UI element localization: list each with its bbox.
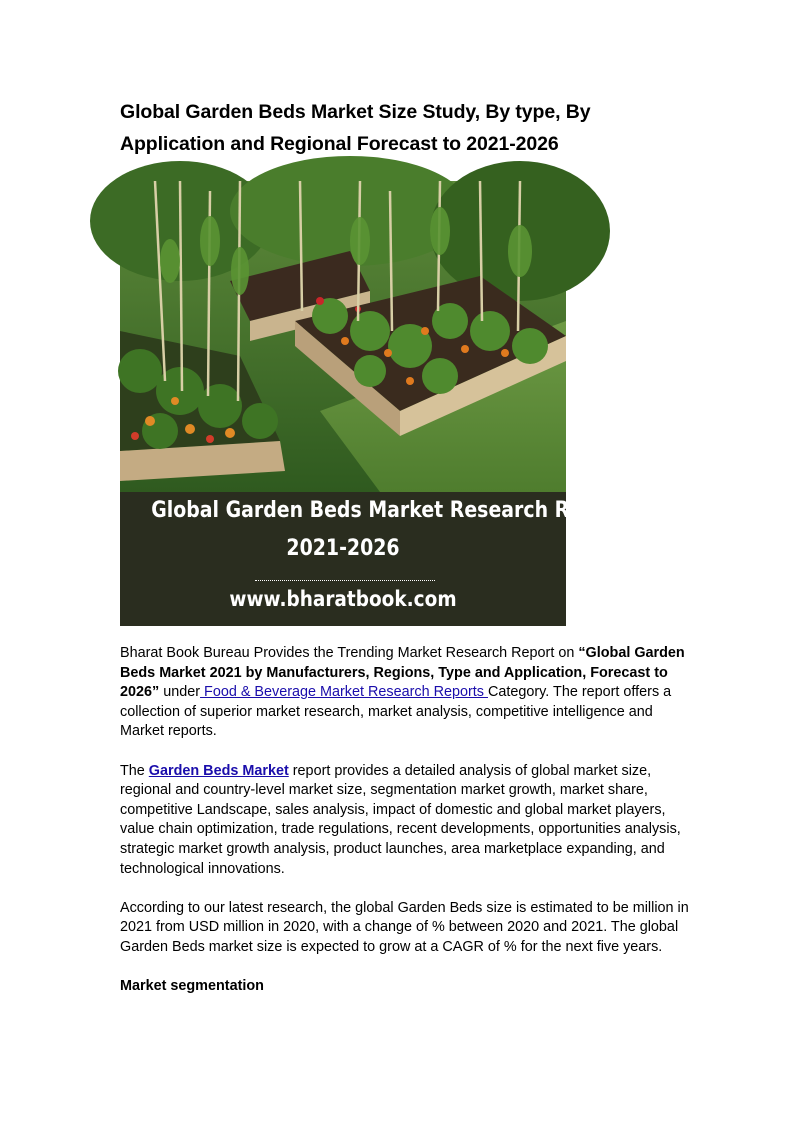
garden-beds-market-link[interactable]: Garden Beds Market: [148, 762, 289, 779]
market-segmentation-heading: Market segmentation: [120, 978, 264, 995]
under-text: under: [159, 684, 201, 701]
intro-rest-text: Category. The report offers a collection of superior market research, market analysis, competitive intelligence and Market reports.: [120, 684, 672, 740]
report-cover-image: [120, 181, 627, 626]
report-banner: [120, 492, 627, 626]
garden-beds-photo: [120, 181, 566, 492]
banner-title: Global Garden Beds Market Research Report: [151, 498, 627, 523]
banner-divider: [255, 580, 435, 581]
intro-paragraph: [120, 644, 690, 742]
banner-website: www.bharatbook.com: [229, 587, 457, 611]
research-paragraph: According to our latest research, the global Garden Beds size is estimated to be million in 2021 from USD million in 2020, with a change of % between 2020 and 2021. The global Garden Beds market size is expected to grow at a CAGR of % for the next five years.: [120, 899, 689, 955]
report-title-bold: “Global Garden Beds Market 2021 by Manufacturers, Regions, Type and Application, Forecast to 2026”: [120, 645, 685, 701]
analysis-rest-text: report provides a detailed analysis of global market size, regional and country-level market size, segmentation market growth, market share, competitive Landscape, sales analysis, impact of domestic and global market players, value chain optimization, trade regulations, recent developments, opportunities analysis, strategic market growth analysis, product launches, area marketplace expanding, and technological innovations.: [120, 762, 681, 877]
intro-text: Bharat Book Bureau Provides the Trending Market Research Report on: [120, 645, 579, 661]
document-page: [120, 96, 690, 997]
document-title: Global Garden Beds Market Size Study, By type, By Application and Regional Forecast to 2021-2026: [120, 101, 591, 155]
the-text: The: [120, 762, 149, 779]
food-beverage-reports-link[interactable]: Food & Beverage Market Research Reports: [200, 684, 488, 701]
banner-years: 2021-2026: [286, 536, 400, 561]
analysis-paragraph: [120, 762, 690, 880]
